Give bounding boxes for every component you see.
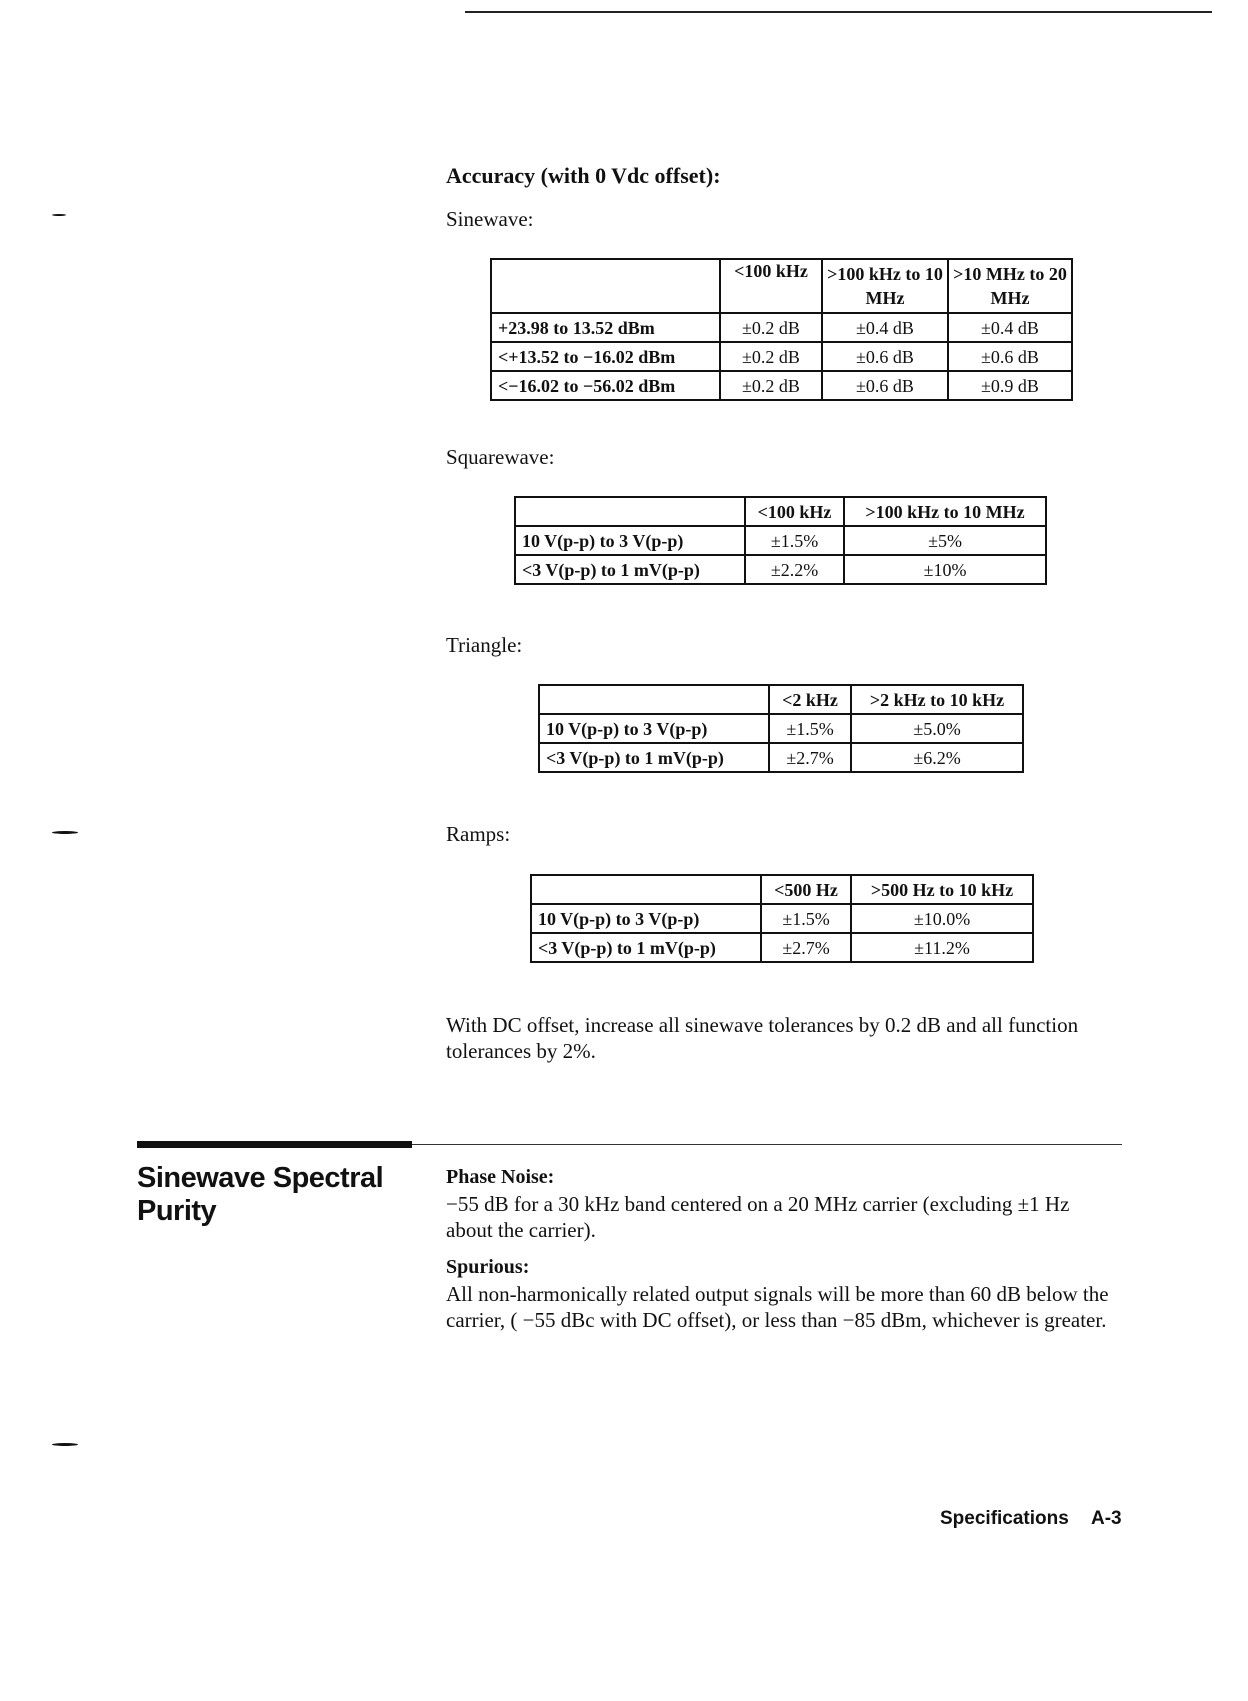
table-row — [531, 933, 1033, 962]
table-row — [515, 526, 1046, 555]
footer-section-name: Specifications — [940, 1508, 1069, 1529]
ramps-table — [530, 874, 1034, 963]
table-row — [539, 743, 1023, 772]
top-rule — [465, 11, 1212, 13]
table-cell: ±0.6 dB — [822, 342, 948, 371]
column-header: >100 kHz to 10 MHz — [822, 259, 948, 313]
column-header: <100 kHz — [720, 259, 822, 313]
table-cell: ±2.7% — [769, 743, 851, 772]
row-label: <−16.02 to −56.02 dBm — [491, 371, 720, 400]
table-cell: ±10.0% — [851, 904, 1033, 933]
table-header-row — [491, 259, 1072, 313]
table-cell: ±1.5% — [761, 904, 851, 933]
table-cell: ±11.2% — [851, 933, 1033, 962]
table-row — [491, 371, 1072, 400]
table-corner-cell — [491, 259, 720, 313]
table-row — [531, 904, 1033, 933]
column-header: <2 kHz — [769, 685, 851, 714]
table-cell: ±2.7% — [761, 933, 851, 962]
table-cell: ±0.2 dB — [720, 371, 822, 400]
table-cell: ±0.2 dB — [720, 342, 822, 371]
sinewave-table — [490, 258, 1073, 401]
phase-noise-heading: Phase Noise: — [446, 1166, 555, 1188]
table-cell: ±0.2 dB — [720, 313, 822, 342]
squarewave-label: Squarewave: — [446, 445, 555, 469]
table-header-row — [531, 875, 1033, 904]
table-cell: ±1.5% — [745, 526, 844, 555]
column-header: <500 Hz — [761, 875, 851, 904]
table-corner-cell — [531, 875, 761, 904]
margin-mark — [52, 214, 66, 216]
table-corner-cell — [539, 685, 769, 714]
ramps-label: Ramps: — [446, 822, 511, 846]
triangle-label: Triangle: — [446, 633, 523, 657]
section-rule — [137, 1141, 412, 1148]
table-cell: ±10% — [844, 555, 1046, 584]
table-cell: ±0.9 dB — [948, 371, 1072, 400]
footer-page-number: A-3 — [1091, 1508, 1122, 1529]
spurious-text: All non-harmonically related output signals will be more than 60 dB below the carrier, ( −55 dBc with DC offset), or less than −85 dBm, whichever is greater. — [446, 1282, 1109, 1332]
table-cell: ±0.4 dB — [822, 313, 948, 342]
row-label: <3 V(p-p) to 1 mV(p-p) — [531, 933, 761, 962]
row-label: +23.98 to 13.52 dBm — [491, 313, 720, 342]
column-header: <100 kHz — [745, 497, 844, 526]
table-row — [491, 342, 1072, 371]
table-cell: ±5% — [844, 526, 1046, 555]
row-label: <3 V(p-p) to 1 mV(p-p) — [539, 743, 769, 772]
column-header: >10 MHz to 20 MHz — [948, 259, 1072, 313]
table-corner-cell — [515, 497, 745, 526]
table-row — [515, 555, 1046, 584]
table-row — [539, 714, 1023, 743]
row-label: <+13.52 to −16.02 dBm — [491, 342, 720, 371]
table-cell: ±0.6 dB — [822, 371, 948, 400]
accuracy-heading: Accuracy (with 0 Vdc offset): — [446, 163, 721, 188]
table-cell: ±0.4 dB — [948, 313, 1072, 342]
section-rule — [412, 1144, 1122, 1145]
row-label: 10 V(p-p) to 3 V(p-p) — [539, 714, 769, 743]
sinewave-label: Sinewave: — [446, 207, 534, 231]
triangle-table — [538, 684, 1024, 773]
phase-noise-text: −55 dB for a 30 kHz band centered on a 20 MHz carrier (excluding ±1 Hz about the carrier). — [446, 1192, 1070, 1242]
table-cell: ±1.5% — [769, 714, 851, 743]
column-header: >100 kHz to 10 MHz — [844, 497, 1046, 526]
row-label: 10 V(p-p) to 3 V(p-p) — [531, 904, 761, 933]
column-header: >500 Hz to 10 kHz — [851, 875, 1033, 904]
spurious-heading: Spurious: — [446, 1256, 530, 1278]
table-header-row — [515, 497, 1046, 526]
row-label: <3 V(p-p) to 1 mV(p-p) — [515, 555, 745, 584]
margin-mark — [52, 831, 78, 834]
margin-mark — [52, 1443, 78, 1446]
table-cell: ±2.2% — [745, 555, 844, 584]
row-label: 10 V(p-p) to 3 V(p-p) — [515, 526, 745, 555]
column-header: >2 kHz to 10 kHz — [851, 685, 1023, 714]
squarewave-table — [514, 496, 1047, 585]
table-cell: ±6.2% — [851, 743, 1023, 772]
section-title: Sinewave Spectral Purity — [137, 1162, 384, 1227]
table-header-row — [539, 685, 1023, 714]
table-cell: ±0.6 dB — [948, 342, 1072, 371]
dc-offset-note: With DC offset, increase all sinewave tolerances by 0.2 dB and all function tolerances by 2%. — [446, 1013, 1079, 1063]
table-row — [491, 313, 1072, 342]
table-cell: ±5.0% — [851, 714, 1023, 743]
